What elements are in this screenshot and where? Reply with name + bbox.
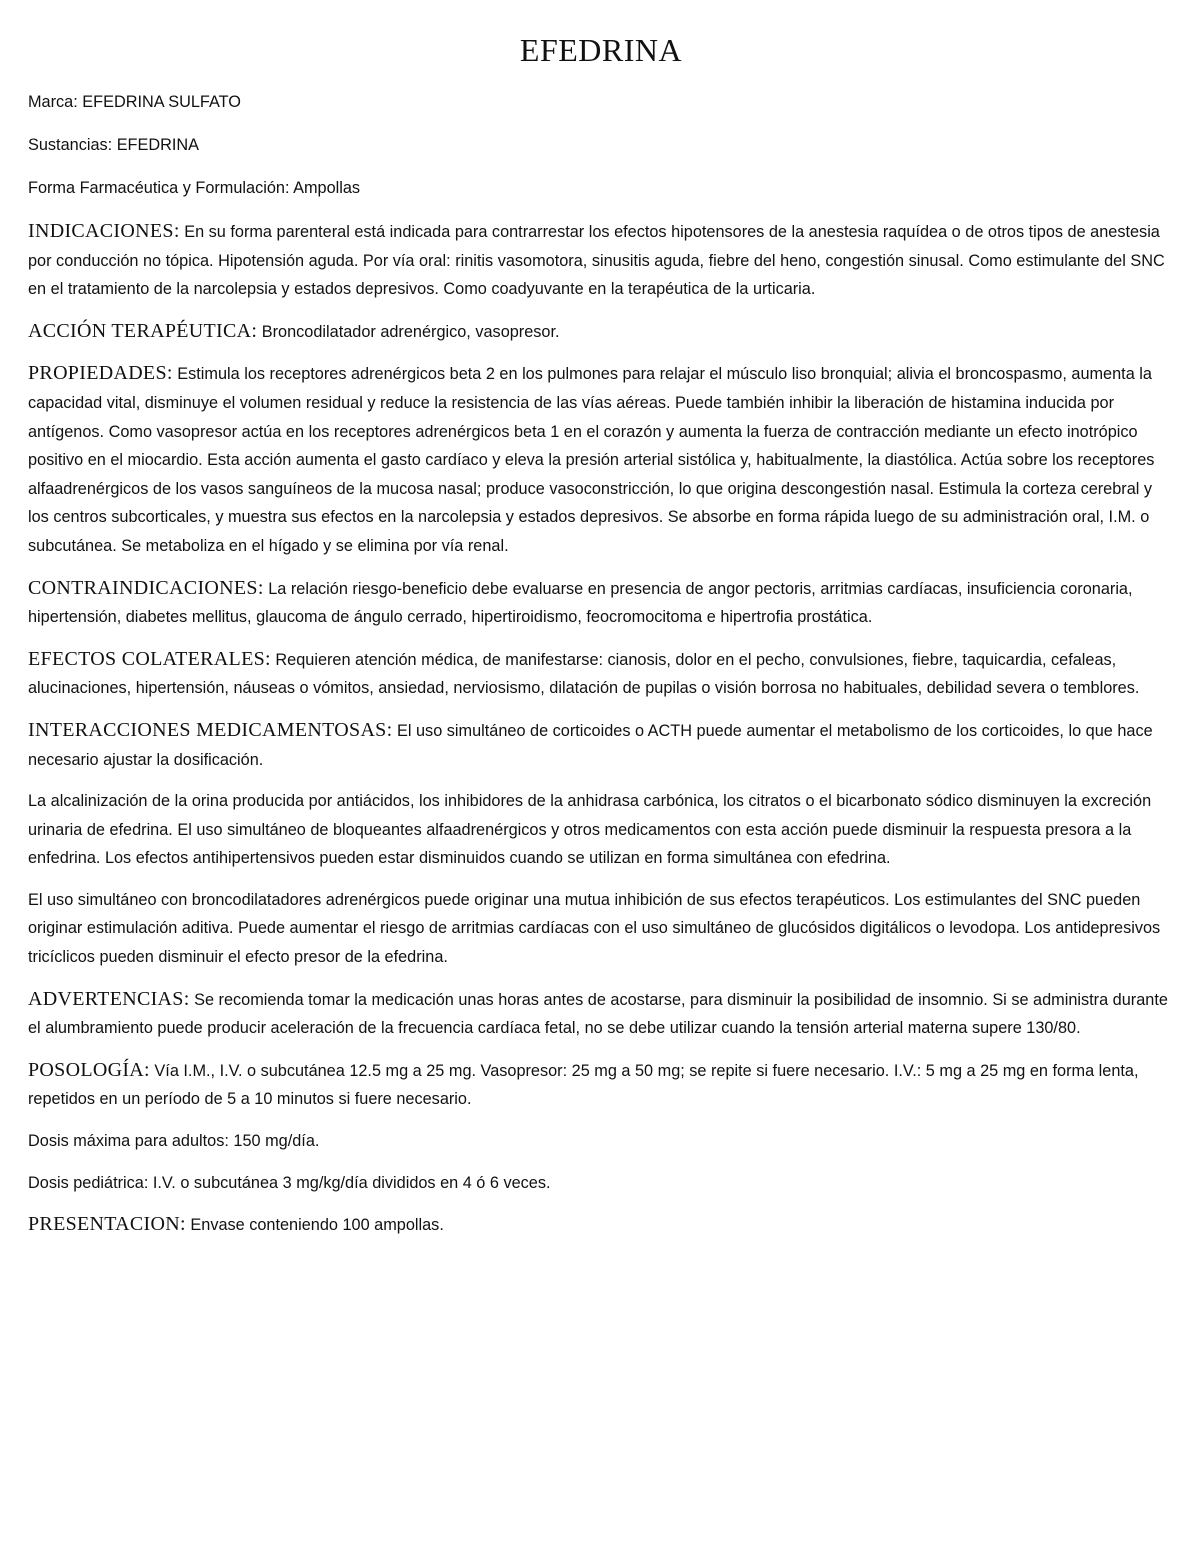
section-text: El uso simultáneo de corticoides o ACTH puede aumentar el metabolismo de los corticoides, lo que hace necesario ajustar la dosificación. [28,721,1153,769]
section-posologia [28,1056,1174,1114]
section-text: Vía I.M., I.V. o subcutánea 12.5 mg a 25 mg. Vasopresor: 25 mg a 50 mg; se repite si fuere necesario. I.V.: 5 mg a 25 mg en forma lenta, repetidos en un período de 5 a 10 minutos si fuere necesario. [28,1061,1139,1109]
section-heading: PRESENTACION: [28,1213,186,1236]
section-heading: EFECTOS COLATERALES: [28,647,271,670]
section-indicaciones [28,217,1174,304]
pharmaceutical-form-line: Forma Farmacéutica y Formulación: Ampollas [28,179,361,197]
section-contraindicaciones [28,574,1174,632]
section-text: Estimula los receptores adrenérgicos beta 2 en los pulmones para relajar el músculo liso bronquial; alivia el broncospasmo, aumenta la capacidad vital, disminuye el volumen residual y reduce la resistencia de las vías aéreas. Puede también inhibir la liberación de histamina inducida por antígenos. Como vasopresor actúa en los receptores adrenérgicos beta 1 en el corazón y aumenta la fuerza de contracción mediante un efecto inotrópico positivo en el miocardio. Esta acción aumenta el gasto cardíaco y eleva la presión arterial sistólica y, habitualmente, la diastólica. Actúa sobre los receptores alfaadrenérgicos de los vasos sanguíneos de la mucosa nasal; produce vasoconstricción, lo que origina descongestión nasal. Estimula la corteza cerebral y los centros subcorticales, y muestra sus efectos en la narcolepsia y estados depresivos. Se absorbe en forma rápida luego de su administración oral, I.M. o subcutánea. Se metaboliza en el hígado y se elimina por vía renal. [28,365,1155,555]
section-presentacion [28,1210,1174,1240]
document-page [28,0,1174,1240]
section-advertencias [28,985,1174,1043]
section-text: La relación riesgo-beneficio debe evaluarse en presencia de angor pectoris, arritmias cardíacas, insuficiencia coronaria, hipertensión, diabetes mellitus, glaucoma de ángulo cerrado, hipertiroidismo, feocromocitoma e hipertrofia prostática. [28,579,1133,627]
document-title: EFEDRINA [519,32,683,68]
section-text: Requieren atención médica, de manifestarse: cianosis, dolor en el pecho, convulsiones, fiebre, taquicardia, cefaleas, alucinaciones, hipertensión, náuseas o vómitos, ansiedad, nerviosismo, dilatación de pupilas o visión borrosa no habituales, debilidad severa o temblores. [28,650,1140,698]
brand-line: Marca: EFEDRINA SULFATO [28,93,241,111]
section-text: Se recomienda tomar la medicación unas horas antes de acostarse, para disminuir la posibilidad de insomnio. Si se administra durante el alumbramiento puede producir aceleración de la frecuencia cardíaca fetal, no se debe utilizar cuando la tensión arterial materna supere 130/80. [28,990,1168,1038]
section-text: Envase conteniendo 100 ampollas. [185,1216,444,1235]
section-interacciones [28,716,1174,774]
interacciones-paragraph-2: La alcalinización de la orina producida por antiácidos, los inhibidores de la anhidrasa carbónica, los citratos o el bicarbonato sódico disminuyen la excreción urinaria de efedrina. El uso simultáneo de bloqueantes alfaadrenérgicos y otros medicamentos con esta acción puede disminuir la respuesta presora a la enfedrina. Los efectos antihipertensivos pueden estar disminuidos cuando se utilizan en forma simultánea con efedrina. [28,792,1152,868]
section-efectos-colaterales [28,645,1174,703]
section-heading: CONTRAINDICACIONES: [28,576,264,599]
section-heading: INDICACIONES: [28,220,180,242]
adult-max-dose: Dosis máxima para adultos: 150 mg/día. [28,1132,320,1151]
section-heading: PROPIEDADES: [28,362,173,385]
section-text: En su forma parenteral está indicada para contrarrestar los efectos hipotensores de la anestesia raquídea o de otros tipos de anestesia por conducción no tópica. Hipotensión aguda. Por vía oral: rinitis vasomotora, sinusitis aguda, fiebre del heno, congestión sinusal. Como estimulante del SNC en el tratamiento de la narcolepsia y estados depresivos. Como coadyuvante en la terapéutica de la urticaria. [28,223,1165,299]
section-text: Broncodilatador adrenérgico, vasopresor. [257,322,560,341]
pediatric-dose: Dosis pediátrica: I.V. o subcutánea 3 mg/kg/día divididos en 4 ó 6 veces. [28,1173,551,1192]
section-heading: INTERACCIONES MEDICAMENTOSAS: [28,718,393,741]
substances-line: Sustancias: EFEDRINA [28,136,200,154]
section-heading: ACCIÓN TERAPÉUTICA: [28,319,258,342]
section-heading: POSOLOGÍA: [28,1058,150,1081]
interacciones-paragraph-3: El uso simultáneo con broncodilatadores adrenérgicos puede originar una mutua inhibición de sus efectos terapéuticos. Los estimulantes del SNC pueden originar estimulación aditiva. Puede aumentar el riesgo de arritmias cardíacas con el uso simultáneo de glucósidos digitálicos o levodopa. Los antidepresivos tricíclicos pueden disminuir el efecto presor de la efedrina. [28,890,1161,967]
section-propiedades [28,359,1174,560]
section-accion-terapeutica [28,317,1174,347]
section-heading: ADVERTENCIAS: [28,987,190,1010]
